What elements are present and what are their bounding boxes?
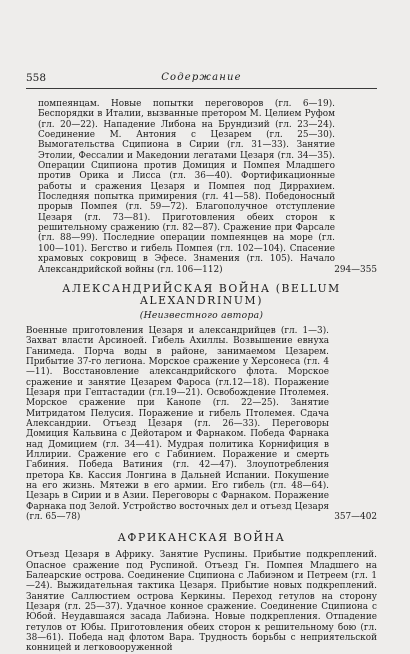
toc-entry-alexandrian-war bbox=[26, 326, 377, 523]
toc-page-range: 357—402 bbox=[334, 512, 377, 523]
toc-entry-text: помпеянцам. Новые попытки переговоров (гл. 6—19). Беспорядки в Италии, вызванные претором М. Целием Руфом (гл. 20—22). Нападение Либона на Брундизий (гл. 23—24). Соединение М. Антония с Цезарем (гл. 25—30). Вымогательства Сципиона в Сирии (гл. 31—33). Занятие Этолии, Фессалии и Македонии легатами Цезаря (гл. 34—35). Операции Сципиона против Домиция и Помпея Младшего против Орика и Лисса (гл. 36—40). Фортификационные работы и сражения Цезаря и Помпея под Диррахием. Последняя попытка примирения (гл. 41—58). Победоносный прорыв Помпея (гл. 59—72). Благополучное отступление Цезаря (гл. 73—81). Приготовления обеих сторон к решительному сражению (гл. 82—87). Сражение при Фарсале (гл. 88—99). Последние операции помпеянцев на море (гл. 100—101). Бегство и гибель Помпея (гл. 102—104). Спасение храмовых сокровищ в Эфесе. Знамения (гл. 105). Начало Александрийской войны (гл. 106—112) bbox=[38, 99, 335, 275]
page-number: 558 bbox=[26, 72, 47, 84]
toc-entry-text: Военные приготовления Цезаря и александрийцев (гл. 1—3). Захват власти Арсиноей. Гибель Ахиллы. Возвышение евнуха Ганимеда. Порча воды в районе, занимаемом Цезарем. Прибытие 37-го легиона. Морское сражение у Херсонеса (гл. 4—11). Восстановление александрийского флота. Морское сражение и занятие Цезарем Фароса (гл.12—18). Поражение Цезаря при Гептастадии (гл.19—21). Освобождение Птолемея. Морское сражение при Канопе (гл. 22—25). Занятие Митридатом Пелусия. Поражение и гибель Птолемея. Сдача Александрии. Отъезд Цезаря (гл. 26—33). Переговоры Домиция Кальвина с Дейотаром и Фарнаком. Победа Фарнака над Домицием (гл. 34—41). Мудрая политика Корнифиция в Иллирии. Сражение его с Габинием. Поражение и смерть Габиния. Победа Ватиния (гл. 42—47). Злоупотребления претора Кв. Кассия Лонгина в Дальней Испании. Покушение на его жизнь. Мятежи в его армии. Его гибель (гл. 48—64). Цезарь в Сирии и в Азии. Переговоры с Фарнаком. Поражение Фарнака под Зелой. Устройство восточных дел и отъезд Цезаря (гл. 65—78) bbox=[26, 325, 329, 523]
running-header-title: Содержание bbox=[161, 72, 242, 83]
section-author: (Неизвестного автора) bbox=[139, 309, 264, 321]
toc-entry-civil-war-book3 bbox=[26, 99, 377, 275]
section-title-african-war: АФРИКАНСКАЯ ВОЙНА bbox=[117, 531, 286, 545]
section-title-alexandrian-war: АЛЕКСАНДРИЙСКАЯ ВОЙНА (BELLUM ALEXANDRINUM) bbox=[62, 281, 341, 307]
running-header bbox=[26, 72, 377, 89]
toc-entry-text: Отъезд Цезаря в Африку. Занятие Руспины. Прибытие подкреплений. Опасное сражение под Руспиной. Отъезд Гн. Помпея Младшего на Балеарские острова. Соединение Сципиона с Лабиэном и Петреем (гл. 1—24). Выжидательная тактика Цезаря. Прибытие новых подкреплений. Занятие Саллюстием острова Керкины. Переход гетулов на сторону Цезаря (гл. 25—37). Удачное конное сражение. Соединение Сципиона с Юбой. Неудавшаяся засада Лабиэна. Новые подкрепления. Отпадение гетулов от Юбы. Приготовления обеих сторон к решительному бою (гл. 38—61). Победа над флотом Вара. Трудность борьбы с неприятельской конницей и легковооруженной bbox=[26, 550, 377, 654]
toc-entry-african-war bbox=[26, 550, 377, 653]
table-of-contents bbox=[26, 99, 377, 654]
toc-page-range: 294—355 bbox=[334, 264, 377, 275]
